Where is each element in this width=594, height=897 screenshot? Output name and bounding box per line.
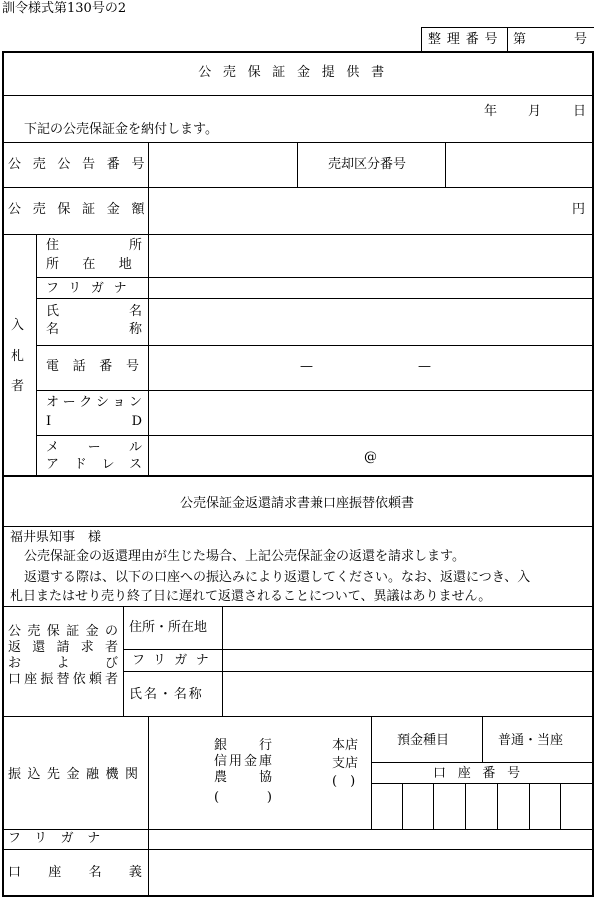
notice-text: 下記の公売保証金を納付します。 xyxy=(24,122,218,137)
para1: 公売保証金の返還理由が生じた場合、上記公売保証金の返還を請求します。 xyxy=(24,549,465,564)
bank-name-field[interactable] xyxy=(150,718,370,828)
section2-title: 公売保証金返還請求書兼口座振替依頼書 xyxy=(179,496,414,511)
bidder-side-2: 札 xyxy=(11,349,25,364)
phone-label: 電話番号 xyxy=(46,359,153,374)
account-furigana-label: フリガナ xyxy=(8,831,114,846)
bank-paren2: ( ) xyxy=(332,774,356,789)
seiri-dai: 第 xyxy=(513,32,527,47)
account-number-field[interactable] xyxy=(372,784,591,828)
mail-label-1: メール xyxy=(46,440,142,455)
phone-field[interactable] xyxy=(150,347,590,389)
furigana-label: フリガナ xyxy=(46,281,137,296)
date-year: 年 xyxy=(484,104,498,119)
mail-field[interactable] xyxy=(150,437,590,474)
account-furigana-field[interactable] xyxy=(150,831,590,848)
requester-address-field[interactable] xyxy=(224,608,590,648)
bidder-side-1: 入 xyxy=(11,318,25,333)
name-field[interactable] xyxy=(150,300,590,344)
address-label-2: 所在地 xyxy=(46,257,156,272)
requester-label-2: 返還請求者 xyxy=(8,640,118,655)
phone-dash-2: — xyxy=(418,359,431,374)
bank-honten: 本店 xyxy=(332,738,359,753)
requester-label-3: および xyxy=(8,656,118,671)
date-day: 日 xyxy=(573,104,587,119)
mail-label-2: アドレス xyxy=(46,457,142,472)
account-number-label: 口座番号 xyxy=(433,766,532,781)
seiri-label: 整理番号 xyxy=(428,32,504,47)
requester-furigana-label: フリガナ xyxy=(132,653,218,668)
auction-label-1: オークション xyxy=(46,395,142,410)
bidder-side-3: 者 xyxy=(11,379,25,394)
amount-unit: 円 xyxy=(572,202,586,217)
name-label-2: 名 称 xyxy=(46,322,142,337)
seiri-go: 号 xyxy=(574,32,588,47)
bank-shinkin: 信用金庫 xyxy=(214,754,272,769)
bank-paren: ( ) xyxy=(214,790,272,805)
bank-label: 振込先金融機関 xyxy=(8,767,145,782)
requester-label-4: 口座振替依頼者 xyxy=(8,672,118,687)
para2-line2: 札日またはせり売り終了日に遅れて返還されることについて、異議はありません。 xyxy=(10,589,492,604)
deposit-type-value[interactable]: 普通・当座 xyxy=(498,733,564,748)
address-label-1: 住 所 xyxy=(46,238,142,253)
requester-name-label: 氏名・名称 xyxy=(129,687,204,702)
requester-address-label: 住所・所在地 xyxy=(129,620,208,635)
requester-furigana-field[interactable] xyxy=(224,651,590,669)
koukoku-number-field[interactable] xyxy=(150,144,296,186)
form-reference: 訓令様式第130号の2 xyxy=(2,1,127,16)
kubun-label: 売却区分番号 xyxy=(328,157,407,172)
kubun-number-field[interactable] xyxy=(447,144,591,186)
phone-dash-1: — xyxy=(300,359,313,374)
address-field[interactable] xyxy=(150,236,590,276)
auction-id-field[interactable] xyxy=(150,392,590,434)
account-holder-field[interactable] xyxy=(150,851,590,893)
name-label-1: 氏 名 xyxy=(46,304,142,319)
furigana-field[interactable] xyxy=(150,279,590,296)
amount-label: 公売保証金額 xyxy=(8,202,157,217)
para2-line1: 返還する際は、以下の口座への振込みにより返還してください。なお、返還につき、入 xyxy=(24,570,531,585)
bank-ginko: 銀 行 xyxy=(214,738,272,753)
form-title: 公売保証金提供書 xyxy=(198,65,396,80)
koukoku-label: 公売公告番号 xyxy=(8,157,157,172)
auction-label-2: I D xyxy=(46,414,142,429)
requester-name-field[interactable] xyxy=(224,673,590,715)
deposit-type-label: 預金種目 xyxy=(397,733,450,748)
mail-at: @ xyxy=(364,450,377,465)
requester-label-1: 公売保証金の xyxy=(8,624,118,639)
addressee: 福井県知事 様 xyxy=(10,530,102,545)
date-month: 月 xyxy=(528,104,542,119)
amount-field[interactable] xyxy=(150,189,568,233)
bank-shiten: 支店 xyxy=(332,756,359,771)
account-holder-label: 口座名義 xyxy=(8,865,170,880)
bank-noukyo: 農 協 xyxy=(214,770,272,785)
